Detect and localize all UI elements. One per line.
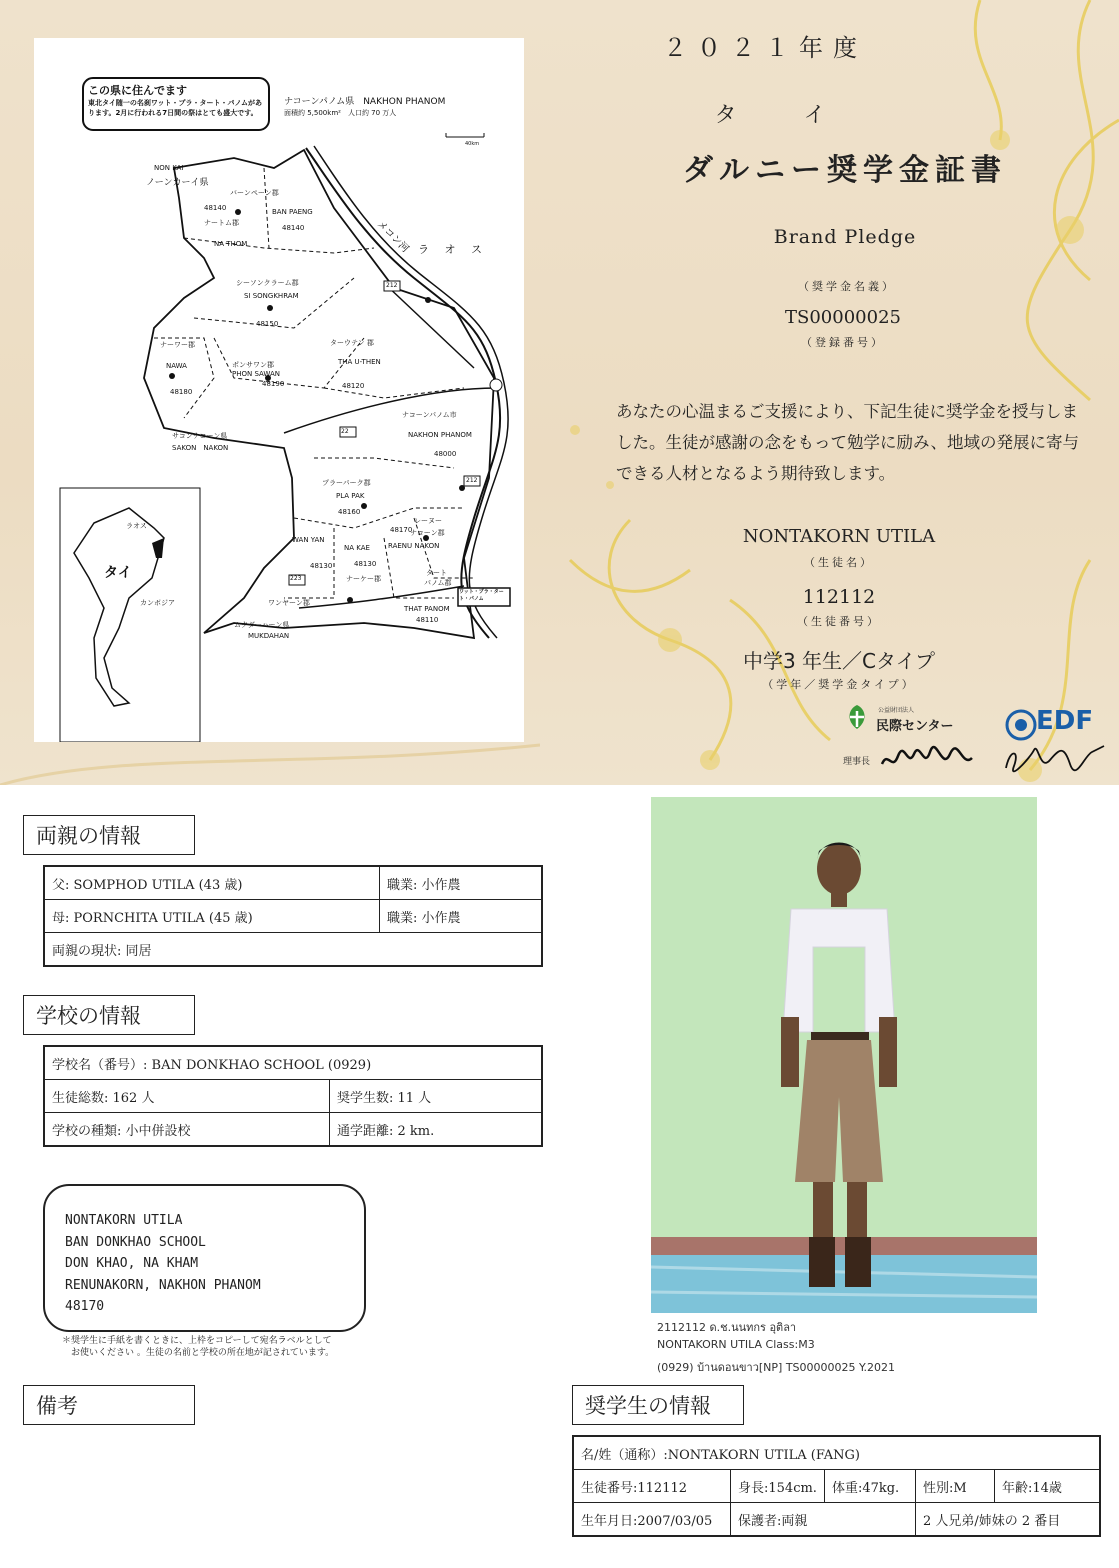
- grade-caption: （学年／奨学金タイプ）: [762, 678, 916, 691]
- map-label: 48130: [310, 562, 333, 570]
- photo-caption-line: 2112112 ด.ช.นนทกร อุติลา: [657, 1321, 797, 1334]
- remarks-heading: 備考: [23, 1385, 195, 1425]
- inset-label: タイ: [104, 565, 132, 581]
- school-name-cell: 学校名（番号）: BAN DONKHAO SCHOOL (0929): [44, 1046, 542, 1080]
- parents-table: [43, 865, 543, 967]
- address-line: DON KHAO, NA KHAM: [65, 1256, 199, 1271]
- map-label: 48140: [282, 224, 305, 232]
- school-heading: 学校の情報: [23, 995, 195, 1035]
- map-label: SI SONGKHRAM: [244, 292, 299, 300]
- map-label: WAN YAN: [292, 536, 325, 544]
- student-info-table: [572, 1435, 1101, 1537]
- director-signature: [878, 742, 978, 776]
- registration-number: TS00000025: [785, 307, 901, 328]
- table-row: [44, 933, 542, 967]
- floral-decoration-bottom: [0, 740, 540, 785]
- mother-job-cell: 職業: 小作農: [380, 900, 543, 933]
- map-label: シーソンクラーム郡: [236, 279, 299, 287]
- map-label: 48150: [256, 320, 279, 328]
- table-row: [44, 1113, 542, 1147]
- map-label: バーンペーン郡: [230, 189, 279, 197]
- map-label: 212: [466, 477, 478, 484]
- map-label: PLA PAK: [336, 492, 365, 500]
- photo-caption-line: NONTAKORN UTILA Class:M3: [657, 1338, 815, 1351]
- total-students-cell: 生徒総数: 162 人: [44, 1080, 330, 1113]
- map-label: ナーワー郡: [160, 341, 195, 349]
- address-note: [62, 1335, 334, 1359]
- map-label: レーヌー: [414, 517, 442, 525]
- father-job-cell: 職業: 小作農: [380, 866, 543, 900]
- callout-title: この県に住んでます: [88, 84, 187, 97]
- school-table: [43, 1045, 543, 1147]
- map-label: ナートム郡: [204, 219, 239, 227]
- address-line: 48170: [65, 1299, 105, 1314]
- inset-label: カンボジア: [140, 599, 175, 607]
- map-label: 48120: [342, 382, 365, 390]
- cert-year: ２０２１年度: [663, 34, 867, 62]
- map-label: 48140: [204, 204, 227, 212]
- table-row: [44, 900, 542, 933]
- map-label: 212: [386, 282, 398, 289]
- table-row: [44, 866, 542, 900]
- map-label: ナコーン郡: [410, 529, 445, 537]
- province-name: ナコーンパノム県 NAKHON PHANOM: [284, 97, 446, 107]
- parents-status-cell: 両親の現状: 同居: [44, 933, 542, 967]
- foundation-logo-icon: [842, 703, 872, 731]
- map-label: 48130: [354, 560, 377, 568]
- school-type-cell: 学校の種類: 小中併設校: [44, 1113, 330, 1147]
- student-name-caption: （生徒名）: [804, 556, 874, 569]
- photo-caption-line: (0929) บ้านดอนขาว[NP] TS00000025 Y.2021: [657, 1361, 896, 1374]
- table-row: [573, 1470, 1100, 1503]
- cert-student-name: NONTAKORN UTILA: [742, 526, 936, 547]
- siblings-cell: 2 人兄弟/姉妹の 2 番目: [915, 1503, 1100, 1537]
- map-label: 48110: [416, 616, 439, 624]
- map-label: NA THOM: [214, 240, 248, 248]
- student-no-cell: 生徒番号:112112: [573, 1470, 731, 1503]
- scholars-cell: 奨学生数: 11 人: [330, 1080, 543, 1113]
- map-label: ナーケー郡: [346, 575, 381, 583]
- certificate-message: あなたの心温まるご支援により、下記生徒に奨学金を授与しました。生徒が感謝の念をもって勉学に励み、地域の発展に寄与できる人材となるよう期待致します。: [616, 402, 1079, 483]
- map-label: ラ オ ス: [418, 243, 488, 256]
- map-label: 22: [341, 428, 349, 435]
- father-cell: 父: SOMPHOD UTILA (43 歳): [44, 866, 380, 900]
- map-label: メコン河: [374, 218, 411, 255]
- edf-emblem-icon: [1004, 708, 1038, 742]
- map-label: RAENU NAKON: [388, 542, 440, 550]
- edf-logo: EDF: [1036, 706, 1094, 736]
- guardian-cell: 保護者:両親: [731, 1503, 916, 1537]
- map-label: ターウテン 郡: [330, 339, 374, 347]
- map-label: パノム郡: [424, 579, 452, 587]
- map-label: MUKDAHAN: [248, 632, 290, 640]
- province-area: 面積約 5,500km² 人口約 70 万人: [284, 109, 397, 117]
- foundation-type: 公益財団法人: [878, 707, 915, 714]
- callout-text: 東北タイ随一の名刹ワット・プラ・タート・パノムがあります。2月に行われる7日間の祭はとても盛大です。: [88, 99, 263, 117]
- table-row: [573, 1436, 1100, 1470]
- table-row: [44, 1046, 542, 1080]
- distance-cell: 通学距離: 2 km.: [330, 1113, 543, 1147]
- sponsor-caption: （奨学金名義）: [798, 280, 896, 293]
- inset-label: ラオス: [126, 522, 147, 530]
- map-label: NAKHON PHANOM: [408, 431, 472, 439]
- map-label: ポンサワン郡: [232, 361, 274, 369]
- map-label: NA KAE: [344, 544, 370, 552]
- parents-heading: 両親の情報: [23, 815, 195, 855]
- table-row: [573, 1503, 1100, 1537]
- address-line: RENUNAKORN, NAKHON PHANOM: [65, 1277, 261, 1293]
- student-photo: [651, 797, 1037, 1313]
- map-label: 48180: [170, 388, 193, 396]
- map-label: 48170: [390, 526, 413, 534]
- address-note-line: ＊奨学生に手紙を書くときに、上枠をコピーして宛名ラベルとして: [62, 1336, 332, 1346]
- student-photo-image: [651, 797, 1037, 1313]
- foundation-name: 民際センター: [876, 719, 954, 734]
- map-label: 48160: [338, 508, 361, 516]
- map-label: プラーパーク郡: [322, 479, 371, 487]
- student-number-caption: （生徒番号）: [797, 615, 881, 628]
- province-map: [34, 38, 524, 742]
- sex-cell: 性別:M: [915, 1470, 994, 1503]
- age-cell: 年齢:14歳: [994, 1470, 1100, 1503]
- address-line: NONTAKORN UTILA: [65, 1213, 183, 1228]
- map-label: 48190: [262, 380, 285, 388]
- cert-title: ダルニー奨学金証書: [683, 153, 1007, 188]
- sponsor-name: Brand Pledge: [773, 226, 917, 248]
- student-name-cell: 名/姓（通称）:NONTAKORN UTILA (FANG): [573, 1436, 1100, 1470]
- address-note-line: お使いください 。生徒の名前と学校の所在地が記されています。: [71, 1348, 335, 1358]
- map-label: THA U-THEN: [338, 358, 381, 366]
- map-label: THAT PANOM: [404, 605, 450, 613]
- map-label: サコンナコーン県: [172, 432, 228, 440]
- table-row: [44, 1080, 542, 1113]
- cert-country: タ イ: [714, 103, 856, 128]
- edf-signature: [1000, 738, 1110, 782]
- map-label: 223: [290, 575, 302, 582]
- scale-label: 40km: [465, 141, 480, 147]
- weight-cell: 体重:47kg.: [824, 1470, 915, 1503]
- mother-cell: 母: PORNCHITA UTILA (45 歳): [44, 900, 380, 933]
- map-label: SAKON NAKON: [172, 444, 229, 452]
- cert-student-number: 112112: [802, 586, 876, 608]
- cert-grade: 中学3 年生／Cタイプ: [742, 649, 936, 673]
- address-line: BAN DONKHAO SCHOOL: [65, 1234, 206, 1250]
- map-label: ナコーンパノム市: [402, 411, 457, 419]
- map-label: PHON SAWAN: [232, 370, 280, 378]
- student-info-heading: 奨学生の情報: [572, 1385, 744, 1425]
- registration-caption: （登録番号）: [801, 336, 885, 349]
- map-label: BAN PAENG: [272, 208, 313, 216]
- director-label: 理事長: [843, 757, 871, 767]
- map-label: NAWA: [166, 362, 187, 370]
- map-label: ノーンカーイ県: [146, 178, 209, 188]
- address-label: [43, 1184, 366, 1332]
- map-label: ワット・プラ・タート・パノム: [459, 589, 504, 602]
- map-label: 48000: [434, 450, 457, 458]
- map-label: ワンヤーン郡: [268, 599, 310, 607]
- height-cell: 身長:154cm.: [731, 1470, 825, 1503]
- map-label: NON KAI: [154, 164, 184, 172]
- dob-cell: 生年月日:2007/03/05: [573, 1503, 731, 1537]
- map-label: タート: [426, 569, 447, 577]
- map-label: ムクダーハーン県: [234, 621, 290, 629]
